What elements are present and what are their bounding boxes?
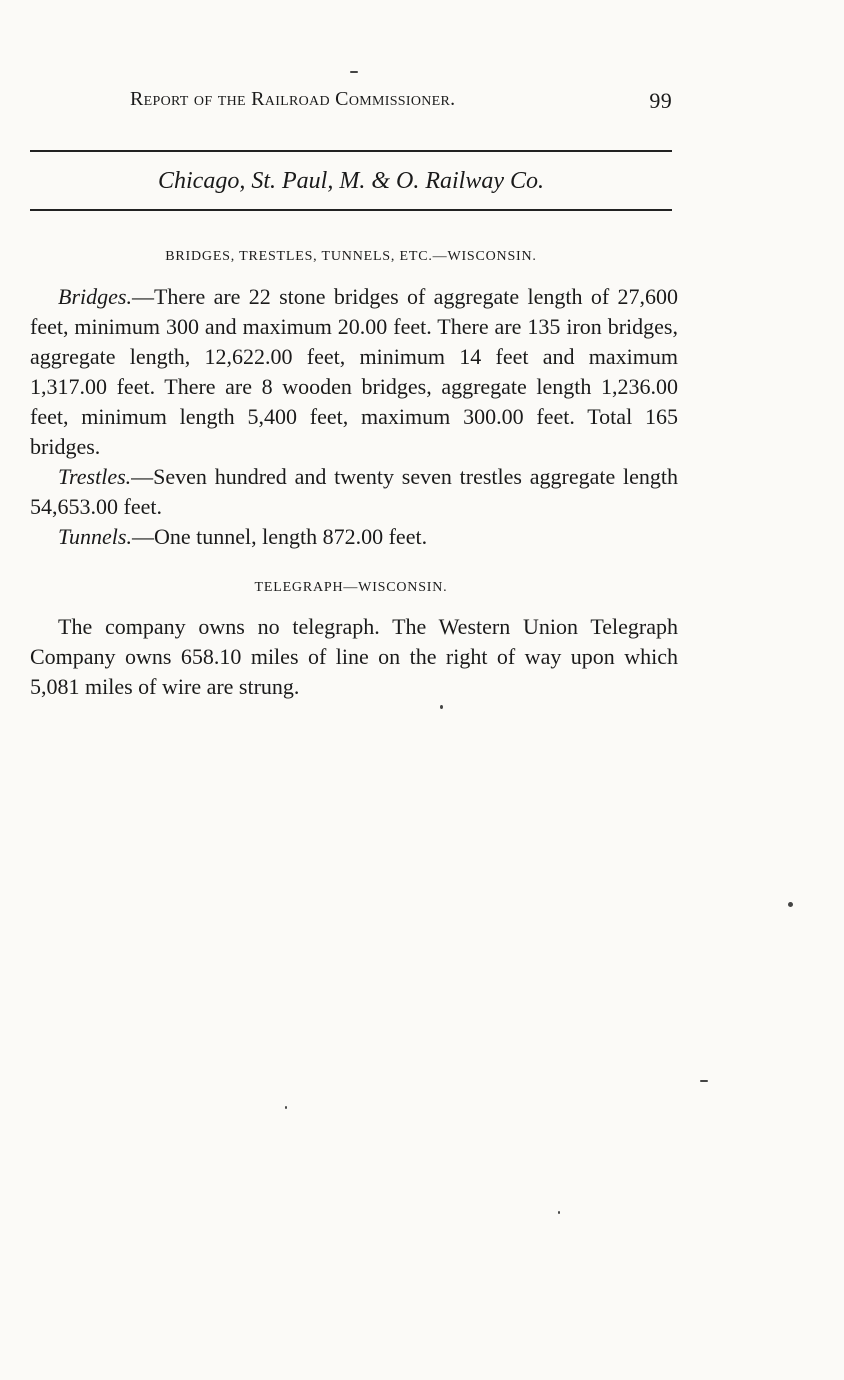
text-bridges: —There are 22 stone bridges of aggregate length of 27,600 feet, minimum 300 and maximum 20.00 feet. There are 135 iron bridges, aggregate length, 12,622.00 feet, minimum 14 feet and maximum 1,317.00 feet. There are 8 wooden bridges, aggregate length 1,236.00 feet, minimum length 5,400 feet, maximum 300.00 feet. Total 165 bridges. xyxy=(30,284,678,459)
paragraph-bridges xyxy=(30,282,678,462)
bottom-rule xyxy=(30,209,672,211)
scan-speck xyxy=(350,71,358,73)
paragraph-trestles xyxy=(30,462,678,522)
running-head xyxy=(130,88,672,111)
scan-speck xyxy=(558,1211,560,1214)
paragraph-telegraph: The company owns no telegraph. The Western Union Telegraph Company owns 658.10 miles of line on the right of way upon which 5,081 miles of wire are strung. xyxy=(30,614,678,699)
telegraph-section-body xyxy=(30,612,678,702)
paragraph-tunnels xyxy=(30,522,678,552)
top-rule xyxy=(30,150,672,152)
page-number: 99 xyxy=(649,88,672,113)
scan-speck xyxy=(788,902,793,907)
company-subtitle: Chicago, St. Paul, M. & O. Railway Co. xyxy=(158,168,544,194)
text-trestles: —Seven hundred and twenty seven trestles aggregate length 54,653.00 feet. xyxy=(30,464,678,519)
lead-tunnels: Tunnels. xyxy=(58,524,132,549)
scan-speck xyxy=(285,1106,287,1109)
scan-speck xyxy=(700,1080,708,1082)
section-heading-telegraph: TELEGRAPH—WISCONSIN. xyxy=(254,580,448,595)
section-heading-bridges: BRIDGES, TRESTLES, TUNNELS, ETC.—WISCONSIN. xyxy=(165,249,537,264)
report-title: Report of the Railroad Commissioner. xyxy=(130,88,456,110)
bridges-section-body xyxy=(30,282,678,552)
lead-trestles: Trestles. xyxy=(58,464,132,489)
lead-bridges: Bridges. xyxy=(58,284,132,309)
scan-speck xyxy=(440,705,443,709)
text-tunnels: —One tunnel, length 872.00 feet. xyxy=(131,524,428,549)
